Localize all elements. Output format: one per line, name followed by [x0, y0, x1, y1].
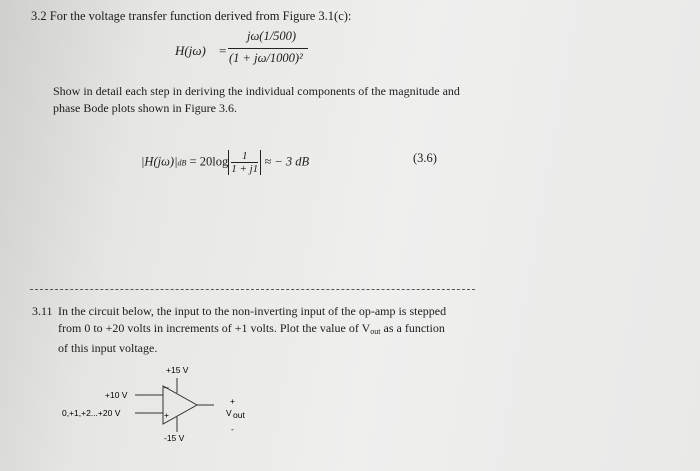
noninv-input-label: 0,+1,+2...+20 V	[62, 408, 121, 418]
problem-3-11-body-a: In the circuit below, the input to the non-inverting input of the op-amp is stepped from 0 to +20 volts in increments of +1 volts. Plot the value of V	[58, 304, 447, 335]
problem-3-2-heading: 3.2 For the voltage transfer function derived from Figure 3.1(c):	[31, 9, 352, 23]
equation-number: (3.6)	[413, 151, 437, 165]
eq2-frac-den: 1 + j1	[231, 163, 259, 175]
problem-3-11-number: 3.11	[32, 304, 53, 318]
pos-supply-label: +15 V	[166, 365, 189, 375]
equation-lhs: H(jω)	[175, 43, 206, 58]
equation-numerator: jω(1/500)	[247, 29, 297, 43]
equation-denominator: (1 + jω/1000)²	[229, 51, 303, 65]
equation-equals: =	[219, 43, 227, 58]
vout-minus: -	[231, 424, 234, 434]
opamp-minus-sign: –	[164, 382, 169, 392]
inv-input-label: +10 V	[105, 390, 128, 400]
opamp-plus-sign: +	[164, 410, 169, 420]
eq2-frac-num: 1	[231, 150, 258, 163]
vout-subscript: out	[233, 410, 245, 420]
neg-supply-label: -15 V	[164, 433, 185, 443]
eq2-mid: = 20log	[186, 154, 229, 169]
vout-label: V	[226, 408, 232, 418]
vout-subscript-text: out	[370, 327, 381, 336]
vout-plus: +	[230, 396, 235, 406]
eq2-rhs: ≈ − 3 dB	[261, 154, 310, 169]
eq2-lhs-subscript: dB	[177, 158, 187, 168]
problem-3-11-body-b: as a function of this input voltage.	[58, 321, 445, 355]
eq2-lhs: |H(jω)|	[141, 154, 178, 169]
problem-3-2-body: Show in detail each step in deriving the individual components of the magnitude and phase Bode plots shown in Figure 3.6.	[53, 84, 460, 115]
